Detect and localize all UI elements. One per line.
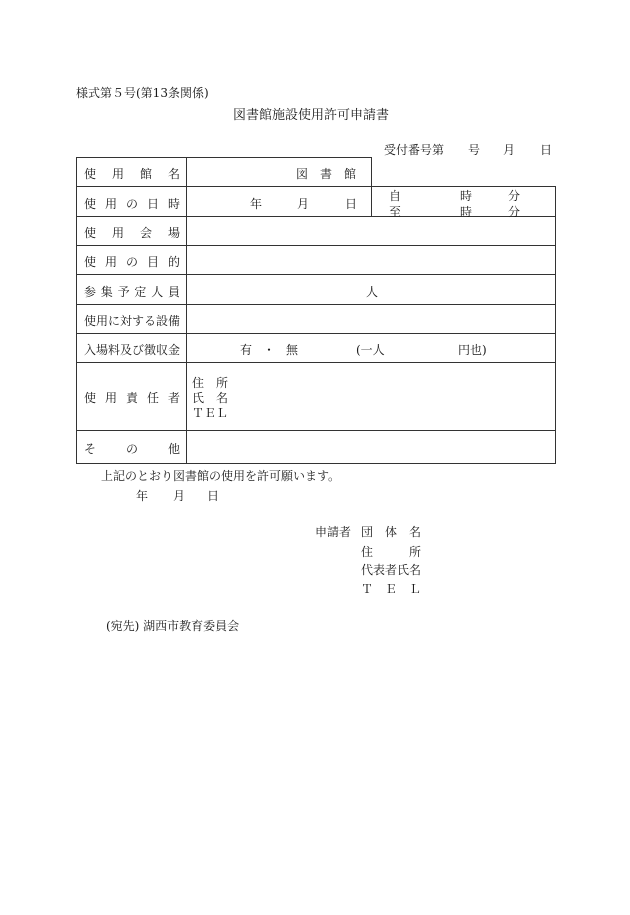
row-divider — [76, 186, 556, 187]
label-char: 使 — [84, 197, 97, 211]
label-char: 用 — [111, 226, 124, 240]
label-char: 日 — [146, 197, 159, 211]
responsible-address-label: 住 所 — [192, 376, 229, 390]
reception-number-unit: 号 — [468, 143, 481, 157]
row-divider — [76, 430, 556, 431]
label-char: 使 — [84, 167, 97, 181]
datetime-to-minute: 分 — [508, 205, 521, 219]
label-char: 予 — [117, 285, 130, 299]
reception-day: 日 — [540, 143, 553, 157]
fee-no: 無 — [286, 343, 299, 357]
label-char: 集 — [100, 285, 113, 299]
label-char: 使 — [84, 226, 97, 240]
request-statement: 上記のとおり図書館の使用を許可願います。 — [101, 469, 341, 483]
label-char: 用 — [104, 197, 117, 211]
label-purpose — [84, 253, 180, 270]
responsible-name-label: 氏 名 — [192, 391, 229, 405]
row-divider — [76, 274, 556, 275]
application-month: 月 — [173, 489, 186, 503]
application-day: 日 — [207, 489, 220, 503]
label-char: 任 — [146, 391, 159, 405]
table-border-top — [76, 157, 372, 158]
label-library-name — [84, 165, 180, 182]
label-venue — [84, 224, 180, 241]
applicant-representative: 代表者氏名 — [361, 563, 422, 577]
label-char: 場 — [167, 226, 180, 240]
label-char: 責 — [125, 391, 138, 405]
label-use-datetime — [84, 195, 180, 212]
table-border-bottom — [76, 463, 556, 464]
page-title: 図書館施設使用許可申請書 — [233, 108, 390, 123]
label-expected-attendees — [84, 283, 180, 300]
label-char: の — [125, 197, 138, 211]
datetime-from-minute: 分 — [508, 189, 521, 203]
row-divider — [76, 245, 556, 246]
application-year: 年 — [136, 489, 149, 503]
label-char: 用 — [104, 255, 117, 269]
label-responsible-person — [84, 389, 180, 406]
label-other — [84, 440, 180, 457]
label-char: 人 — [151, 285, 164, 299]
responsible-tel-label: ＴＥＬ — [192, 406, 229, 420]
label-char: 時 — [167, 197, 180, 211]
label-char: 使 — [84, 391, 97, 405]
label-char: 会 — [139, 226, 152, 240]
label-char: 名 — [167, 167, 180, 181]
label-admission-fee: 入場料及び徴収金 — [84, 343, 181, 357]
label-char: 定 — [134, 285, 147, 299]
applicant-org-name: 団 体 名 — [361, 525, 422, 539]
label-char: 館 — [139, 167, 152, 181]
applicant-address: 住 所 — [361, 545, 422, 559]
datetime-to: 至 — [389, 205, 402, 219]
row-divider — [76, 362, 556, 363]
label-char: 的 — [167, 255, 180, 269]
label-char: の — [125, 442, 138, 456]
label-char: 参 — [84, 285, 97, 299]
fee-yen: 円也) — [458, 343, 487, 357]
label-char: 使 — [84, 255, 97, 269]
label-char: 用 — [104, 391, 117, 405]
fee-yes: 有 — [240, 343, 253, 357]
applicant-label: 申請者 — [315, 525, 352, 539]
label-char: 用 — [111, 167, 124, 181]
datetime-day: 日 — [345, 197, 358, 211]
row-divider — [76, 216, 556, 217]
addressee: (宛先) 湖西市教育委員会 — [106, 619, 240, 633]
datetime-year: 年 — [250, 197, 263, 211]
applicant-tel: Ｔ Ｅ Ｌ — [361, 582, 422, 596]
attendees-unit: 人 — [366, 285, 379, 299]
datetime-month: 月 — [297, 197, 310, 211]
label-char: 他 — [167, 442, 180, 456]
fee-separator: ・ — [263, 343, 276, 357]
label-char: 員 — [167, 285, 180, 299]
label-char: 目 — [146, 255, 159, 269]
row-divider — [76, 304, 556, 305]
datetime-from-hour: 時 — [460, 189, 473, 203]
reception-label: 受付番号第 — [384, 143, 445, 157]
label-char: の — [125, 255, 138, 269]
datetime-to-hour: 時 — [460, 205, 473, 219]
table-border-right — [555, 186, 556, 463]
label-char: 者 — [167, 391, 180, 405]
form-number: 様式第５号(第13条関係) — [76, 86, 209, 100]
library-name-value: 図 書 館 — [296, 167, 357, 181]
label-equipment: 使用に対する設備 — [84, 314, 181, 328]
label-column-divider — [186, 157, 187, 463]
datetime-from: 自 — [389, 189, 402, 203]
reception-month: 月 — [503, 143, 516, 157]
label-char: そ — [84, 442, 97, 456]
fee-per-person: (一人 — [356, 343, 385, 357]
row-divider — [76, 333, 556, 334]
table-border-left — [76, 157, 77, 463]
